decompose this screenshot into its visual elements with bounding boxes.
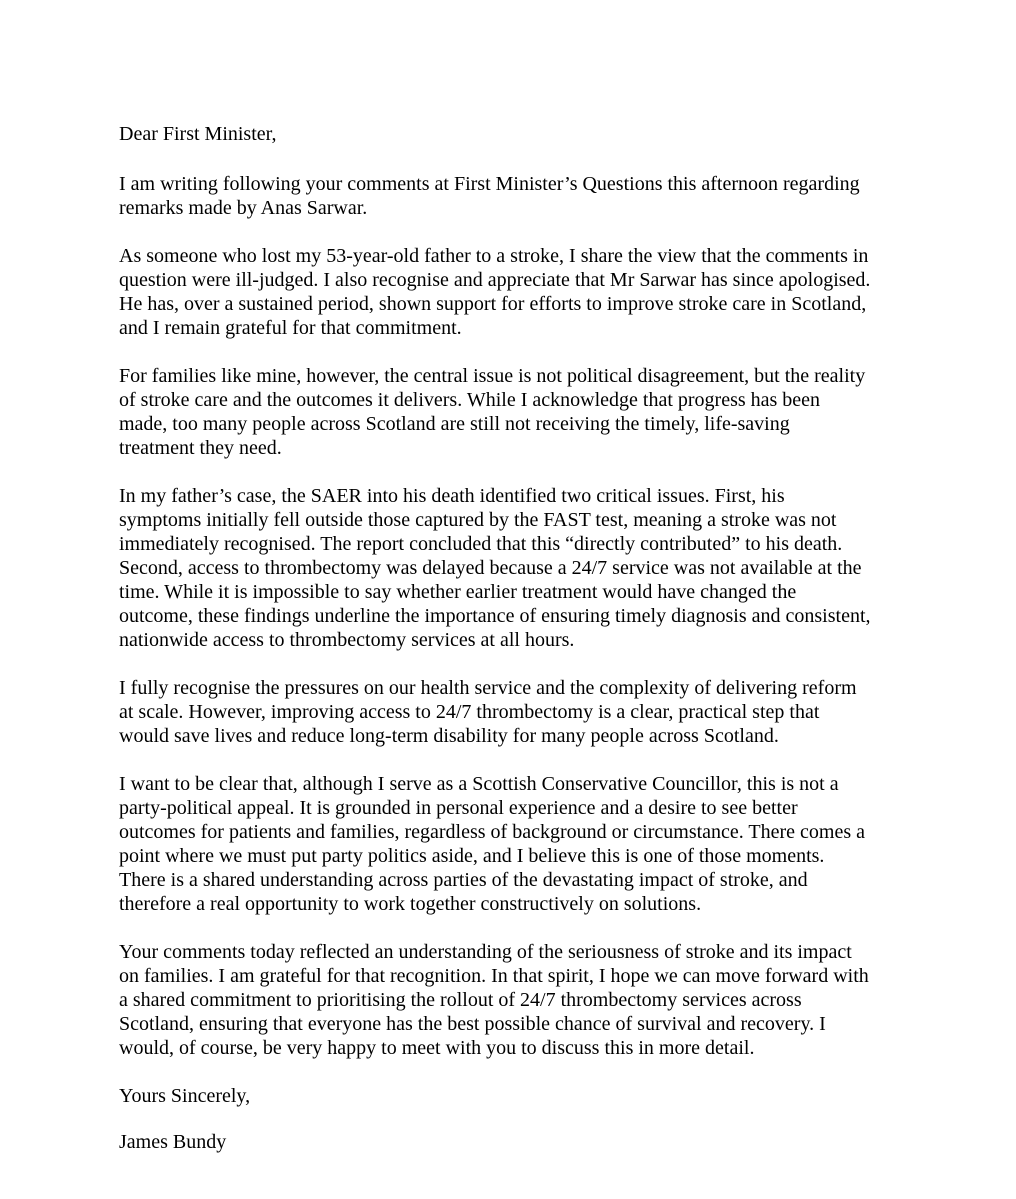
paragraph-line: a shared commitment to prioritising the rollout of 24/7 thrombectomy services across xyxy=(119,989,802,1011)
paragraph-3 xyxy=(119,364,909,460)
paragraph-line: Scotland, ensuring that everyone has the best possible chance of survival and recovery. I xyxy=(119,1013,826,1035)
paragraph-line: I fully recognise the pressures on our health service and the complexity of delivering reform xyxy=(119,677,857,699)
paragraph-line: nationwide access to thrombectomy services at all hours. xyxy=(119,629,575,651)
paragraph-4 xyxy=(119,484,909,652)
paragraph-line: and I remain grateful for that commitment. xyxy=(119,317,462,339)
paragraph-7 xyxy=(119,940,909,1060)
letter-body xyxy=(119,122,909,1154)
paragraph-line: point where we must put party politics aside, and I believe this is one of those moments. xyxy=(119,845,825,867)
paragraph-line: outcomes for patients and families, regardless of background or circumstance. There comes a xyxy=(119,821,866,843)
paragraph-line: immediately recognised. The report concluded that this “directly contributed” to his death. xyxy=(119,533,843,555)
paragraph-line: would, of course, be very happy to meet with you to discuss this in more detail. xyxy=(119,1037,755,1059)
paragraph-line: Your comments today reflected an understanding of the seriousness of stroke and its impact xyxy=(119,941,852,963)
paragraph-1 xyxy=(119,172,909,220)
paragraph-line: time. While it is impossible to say whether earlier treatment would have changed the xyxy=(119,581,797,603)
paragraph-line: therefore a real opportunity to work together constructively on solutions. xyxy=(119,893,702,915)
paragraph-line: remarks made by Anas Sarwar. xyxy=(119,197,368,219)
salutation: Dear First Minister, xyxy=(119,123,277,145)
paragraph-line: question were ill-judged. I also recognise and appreciate that Mr Sarwar has since apologised. xyxy=(119,269,871,291)
paragraph-line: party-political appeal. It is grounded in personal experience and a desire to see better xyxy=(119,797,798,819)
paragraph-6 xyxy=(119,772,909,916)
paragraph-line: would save lives and reduce long-term disability for many people across Scotland. xyxy=(119,725,779,747)
paragraph-line: For families like mine, however, the central issue is not political disagreement, but the reality xyxy=(119,365,866,387)
paragraph-line: There is a shared understanding across parties of the devastating impact of stroke, and xyxy=(119,869,808,891)
paragraph-line: symptoms initially fell outside those captured by the FAST test, meaning a stroke was not xyxy=(119,509,837,531)
paragraph-line: treatment they need. xyxy=(119,437,282,459)
paragraph-5 xyxy=(119,676,909,748)
paragraph-line: He has, over a sustained period, shown support for efforts to improve stroke care in Scotland, xyxy=(119,293,867,315)
paragraph-line: outcome, these findings underline the importance of ensuring timely diagnosis and consistent, xyxy=(119,605,871,627)
paragraph-line: As someone who lost my 53-year-old father to a stroke, I share the view that the comments in xyxy=(119,245,869,267)
signature-name: James Bundy xyxy=(119,1131,227,1153)
letter-paragraphs xyxy=(119,172,909,1060)
paragraph-2 xyxy=(119,244,909,340)
paragraph-line: In my father’s case, the SAER into his death identified two critical issues. First, his xyxy=(119,485,785,507)
paragraph-line: I am writing following your comments at First Minister’s Questions this afternoon regarding xyxy=(119,173,860,195)
paragraph-line: at scale. However, improving access to 24/7 thrombectomy is a clear, practical step that xyxy=(119,701,820,723)
paragraph-line: I want to be clear that, although I serve as a Scottish Conservative Councillor, this is not a xyxy=(119,773,839,795)
paragraph-line: made, too many people across Scotland are still not receiving the timely, life-saving xyxy=(119,413,790,435)
closing: Yours Sincerely, xyxy=(119,1085,251,1107)
paragraph-line: of stroke care and the outcomes it delivers. While I acknowledge that progress has been xyxy=(119,389,821,411)
paragraph-line: Second, access to thrombectomy was delayed because a 24/7 service was not available at the xyxy=(119,557,862,579)
paragraph-line: on families. I am grateful for that recognition. In that spirit, I hope we can move forward with xyxy=(119,965,869,987)
